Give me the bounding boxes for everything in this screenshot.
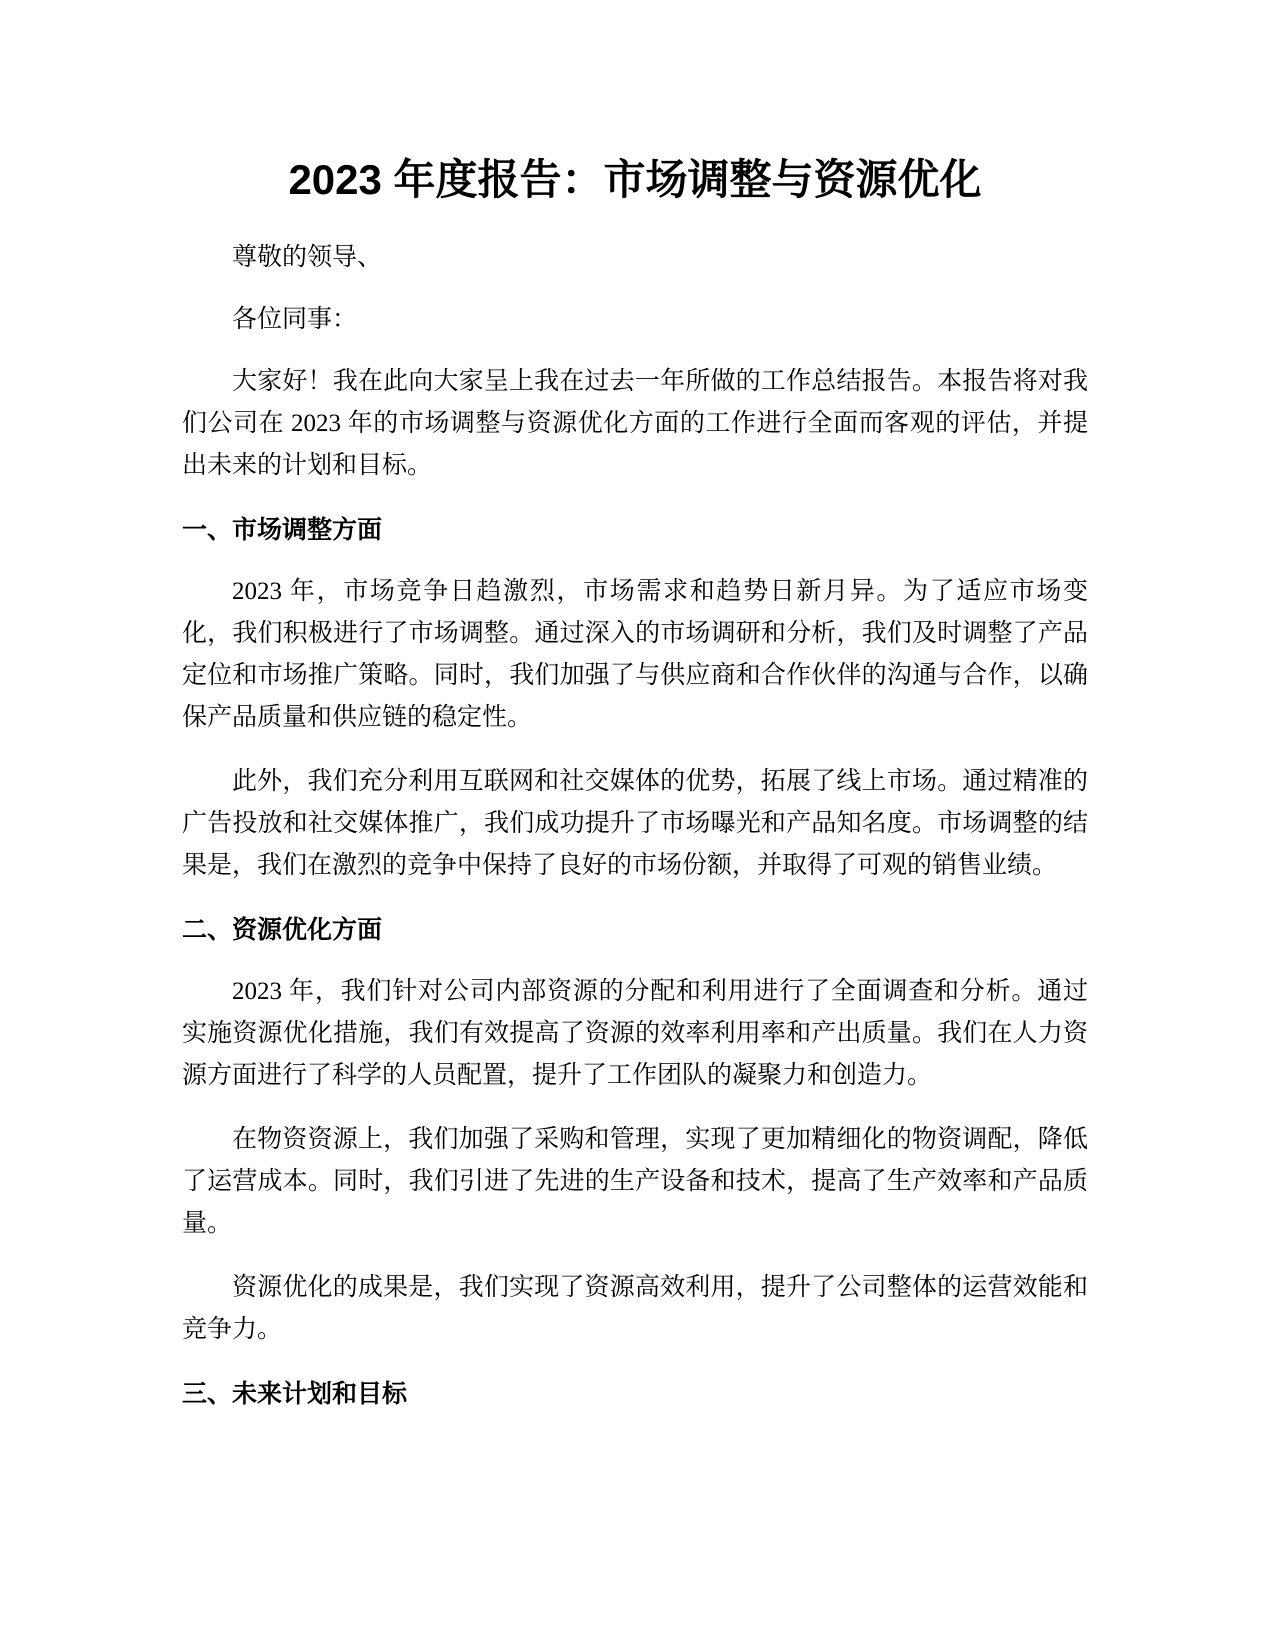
document-body (182, 237, 1088, 1435)
section-heading: 三、未来计划和目标 (182, 1380, 408, 1408)
document-title: 2023 年度报告：市场调整与资源优化 (288, 156, 982, 203)
section-heading: 一、市场调整方面 (182, 516, 383, 544)
section-paragraph: 2023 年，市场竞争日趋激烈，市场需求和趋势日新月异。为了适应市场变化，我们积极进行了市场调整。通过深入的市场调研和分析，我们及时调整了产品定位和市场推广策略。同时，我们加强了与供应商和合作伙伴的沟通与合作，以确保产品质量和供应链的稳定性。 (182, 578, 1088, 731)
salutation-line-2: 各位同事： (232, 306, 358, 333)
section-paragraph: 2023 年，我们针对公司内部资源的分配和利用进行了全面调查和分析。通过实施资源优化措施，我们有效提高了资源的效率利用率和产出质量。我们在人力资源方面进行了科学的人员配置，提升了工作团队的凝聚力和创造力。 (182, 978, 1088, 1089)
section-resource-optimization (182, 909, 1088, 1351)
section-future-plans (182, 1373, 1088, 1415)
section-heading: 二、资源优化方面 (182, 916, 383, 944)
section-paragraph: 此外，我们充分利用互联网和社交媒体的优势，拓展了线上市场。通过精准的广告投放和社交媒体推广，我们成功提升了市场曝光和产品知名度。市场调整的结果是，我们在激烈的竞争中保持了良好的市场份额，并取得了可观的销售业绩。 (182, 768, 1088, 879)
section-market-adjustment (182, 509, 1088, 887)
salutation-line-1: 尊敬的领导、 (232, 244, 383, 271)
section-paragraph: 在物资资源上，我们加强了采购和管理，实现了更加精细化的物资调配，降低了运营成本。同时，我们引进了先进的生产设备和技术，提高了生产效率和产品质量。 (182, 1126, 1088, 1237)
section-paragraph: 资源优化的成果是，我们实现了资源高效利用，提升了公司整体的运营效能和竞争力。 (182, 1274, 1088, 1343)
intro-paragraph: 大家好！我在此向大家呈上我在过去一年所做的工作总结报告。本报告将对我们公司在 2023 年的市场调整与资源优化方面的工作进行全面而客观的评估，并提出未来的计划和目标。 (182, 368, 1088, 479)
